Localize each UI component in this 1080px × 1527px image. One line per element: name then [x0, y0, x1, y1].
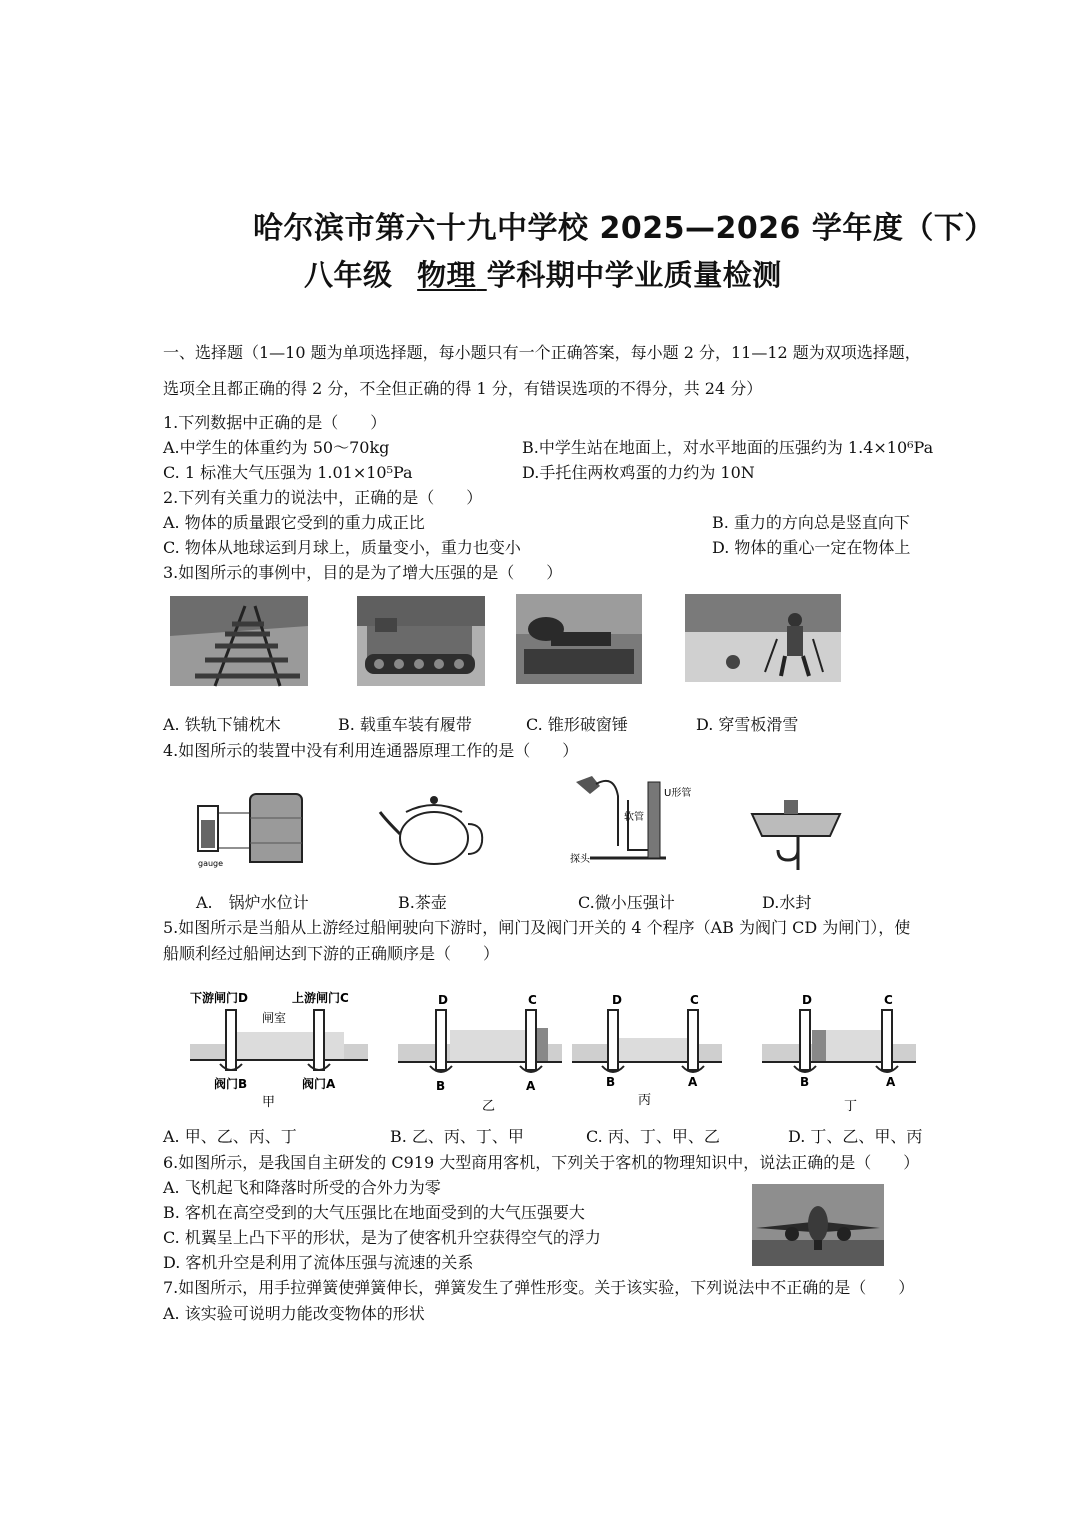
q3-option-d: D. 穿雪板滑雪 — [696, 715, 799, 734]
label-valve-b: 阀门B — [214, 1077, 248, 1091]
label-down-gate: 下游闸门D — [190, 991, 248, 1005]
q2-option-a: A. 物体的质量跟它受到的重力成正比 — [163, 513, 425, 532]
q5-option-b: B. 乙、丙、丁、甲 — [390, 1127, 524, 1146]
q2-stem: 2.下列有关重力的说法中，正确的是（ ） — [163, 488, 483, 507]
q6-stem: 6.如图所示，是我国自主研发的 C919 大型商用客机，下列关于客机的物理知识中，说法正确的是（ ） — [163, 1153, 920, 1172]
exam-subtitle — [304, 253, 782, 294]
label-a: A — [688, 1075, 698, 1089]
ship-lock-figure-jia — [190, 988, 368, 1108]
svg-text:gauge: gauge — [198, 859, 224, 868]
label-ding: 丁 — [844, 1099, 858, 1114]
ship-lock-figure-bing — [572, 992, 722, 1112]
label-chamber: 闸室 — [262, 1011, 287, 1025]
q2-option-b: B. 重力的方向总是竖直向下 — [712, 513, 910, 532]
q1-option-c: C. 1 标准大气压强为 1.01×10⁵Pa — [163, 463, 413, 482]
label-d: D — [438, 993, 448, 1007]
boiler-gauge-figure — [192, 788, 312, 873]
label-d: D — [612, 993, 622, 1007]
q6-option-a: A. 飞机起飞和降落时所受的合外力为零 — [163, 1178, 441, 1197]
q1-option-a: A.中学生的体重约为 50～70kg — [163, 438, 390, 457]
label-c: C — [528, 993, 537, 1007]
q4-option-b: B.茶壶 — [398, 893, 447, 912]
q3-stem: 3.如图所示的事例中，目的是为了增大压强的是（ ） — [163, 563, 563, 582]
label-b: B — [800, 1075, 810, 1089]
label-ruanguan: 软管 — [624, 812, 644, 823]
label-b: B — [436, 1079, 446, 1093]
q1-option-d: D.手托住两枚鸡蛋的力约为 10N — [522, 463, 755, 482]
label-c: C — [884, 993, 893, 1007]
exam-title: 哈尔滨市第六十九中学校 2025—2026 学年度（下） — [253, 211, 995, 246]
q2-option-d: D. 物体的重心一定在物体上 — [712, 538, 911, 557]
q5-option-d: D. 丁、乙、甲、丙 — [788, 1127, 923, 1146]
q6-option-d: D. 客机升空是利用了流体压强与流速的关系 — [163, 1253, 474, 1272]
q1-stem: 1.下列数据中正确的是（ ） — [163, 413, 387, 432]
section-instructions-line2: 选项全且都正确的得 2 分，不全但正确的得 1 分，有错误选项的不得分，共 24 分） — [163, 379, 763, 398]
label-valve-a: 阀门A — [302, 1077, 336, 1091]
label-a: A — [526, 1079, 536, 1093]
q3-option-a: A. 铁轨下铺枕木 — [163, 715, 281, 734]
q7-stem: 7.如图所示，用手拉弹簧使弹簧伸长，弹簧发生了弹性形变。关于该实验，下列说法中不正确的是（ ） — [163, 1278, 915, 1297]
q4-option-d: D.水封 — [762, 893, 812, 912]
label-u-tube: U形管 — [664, 788, 692, 799]
q5-stem-line1: 5.如图所示是当船从上游经过船闸驶向下游时，闸门及阀门开关的 4 个程序（AB 为阀门 CD 为闸门），使 — [163, 918, 911, 937]
label-a: A — [886, 1075, 896, 1089]
q5-option-c: C. 丙、丁、甲、乙 — [586, 1127, 720, 1146]
c919-airplane-photo — [752, 1184, 884, 1266]
q6-option-b: B. 客机在高空受到的大气压强比在地面受到的大气压强要大 — [163, 1203, 585, 1222]
label-c: C — [690, 993, 699, 1007]
exam-name: 学科期中学业质量检测 — [486, 258, 782, 292]
crawler-truck-photo — [357, 596, 485, 686]
q5-option-a: A. 甲、乙、丙、丁 — [163, 1127, 297, 1146]
q3-option-c: C. 锥形破窗锤 — [526, 715, 628, 734]
manometer-figure — [568, 770, 692, 870]
label-probe: 探头 — [570, 854, 590, 865]
q3-option-b: B. 载重车装有履带 — [338, 715, 472, 734]
q1-option-b: B.中学生站在地面上，对水平地面的压强约为 1.4×10⁶Pa — [522, 438, 934, 457]
label-b: B — [606, 1075, 616, 1089]
rail-sleepers-photo — [170, 596, 308, 686]
sink-trap-figure — [748, 792, 844, 874]
window-hammer-photo — [516, 594, 642, 684]
q2-option-c: C. 物体从地球运到月球上，质量变小，重力也变小 — [163, 538, 521, 557]
label-bing: 丙 — [638, 1093, 652, 1108]
q4-stem: 4.如图所示的装置中没有利用连通器原理工作的是（ ） — [163, 741, 579, 760]
teapot-figure — [378, 790, 488, 870]
q4-option-c: C.微小压强计 — [578, 893, 675, 912]
skiing-photo — [685, 594, 841, 682]
label-jia: 甲 — [262, 1095, 276, 1110]
label-up-gate: 上游闸门C — [292, 991, 349, 1005]
subject-label: 物理 — [417, 258, 477, 292]
ship-lock-figure-ding — [762, 992, 916, 1114]
q5-stem-line2: 船顺利经过船闸达到下游的正确顺序是（ ） — [163, 944, 500, 963]
q6-option-c: C. 机翼呈上凸下平的形状，是为了使客机升空获得空气的浮力 — [163, 1228, 601, 1247]
label-yi: 乙 — [482, 1099, 496, 1114]
grade-label: 八年级 — [304, 258, 393, 292]
label-d: D — [802, 993, 812, 1007]
q7-option-a: A. 该实验可说明力能改变物体的形状 — [163, 1304, 425, 1323]
q4-option-a: A. 锅炉水位计 — [196, 893, 309, 912]
ship-lock-figure-yi — [398, 992, 562, 1114]
section-instructions-line1: 一、选择题（1—10 题为单项选择题，每小题只有一个正确答案，每小题 2 分，11—12 题为双项选择题， — [163, 343, 921, 362]
